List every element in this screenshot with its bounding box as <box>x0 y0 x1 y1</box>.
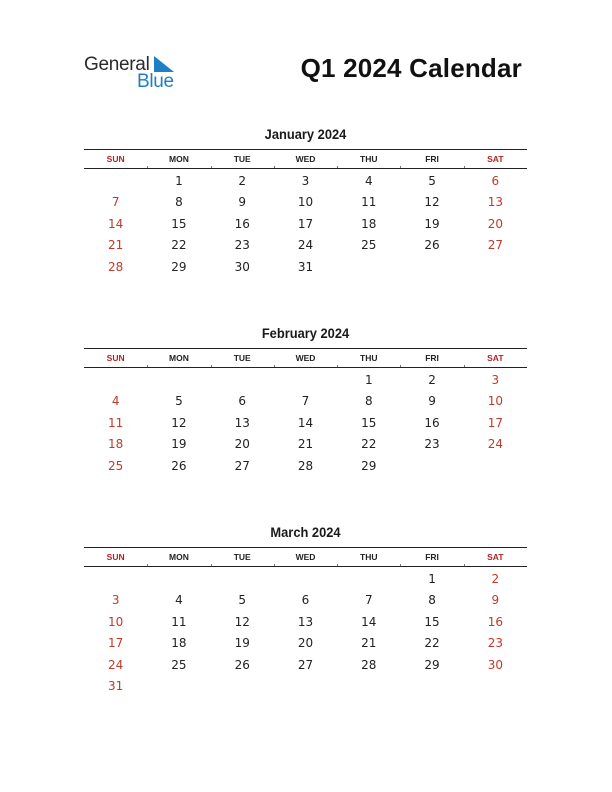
weekday-separator <box>337 365 338 367</box>
weekday-label: SUN <box>106 353 125 363</box>
day-cell: 17 <box>487 415 503 430</box>
day-cell: 31 <box>108 679 124 694</box>
day-cell: 22 <box>424 636 440 651</box>
week-row <box>84 590 527 612</box>
weekday-rule-bottom <box>84 367 527 368</box>
day-cell: 20 <box>234 437 250 452</box>
day-cell: 3 <box>491 372 500 387</box>
day-cell: 27 <box>234 458 250 473</box>
day-grid <box>84 369 527 477</box>
week-row <box>84 611 527 633</box>
weekday-label: THU <box>360 552 378 562</box>
day-cell: 28 <box>361 657 377 672</box>
day-cell: 12 <box>171 415 187 430</box>
month-march <box>84 523 527 697</box>
day-cell: 7 <box>364 593 373 608</box>
day-cell: 3 <box>301 173 310 188</box>
day-cell: 14 <box>108 216 124 231</box>
day-cell: 10 <box>108 614 124 629</box>
day-cell: 14 <box>361 614 377 629</box>
weekday-separator <box>337 564 338 566</box>
weekday-label: SAT <box>487 552 504 562</box>
day-cell: 19 <box>234 636 250 651</box>
weekday-label: FRI <box>425 552 439 562</box>
weekday-label: WED <box>295 353 316 363</box>
week-row <box>84 568 527 590</box>
weekday-separator <box>274 166 275 168</box>
day-cell: 25 <box>108 458 124 473</box>
logo-blue-text: Blue <box>137 71 174 92</box>
day-cell: 30 <box>487 657 503 672</box>
day-cell: 24 <box>297 238 314 253</box>
week-row <box>84 434 527 456</box>
day-cell: 8 <box>175 195 183 210</box>
day-cell: 10 <box>487 394 503 409</box>
day-cell: 16 <box>487 614 503 629</box>
day-cell: 27 <box>297 657 314 672</box>
day-cell: 27 <box>487 238 503 253</box>
day-cell: 23 <box>234 238 250 253</box>
week-row <box>84 654 527 676</box>
day-cell: 17 <box>297 216 314 231</box>
weekday-header-row <box>84 150 527 168</box>
week-row <box>84 192 527 214</box>
day-cell: 7 <box>301 394 310 409</box>
day-cell: 11 <box>108 415 124 430</box>
week-row <box>84 455 527 477</box>
day-cell: 13 <box>234 415 250 430</box>
weekday-separator <box>400 365 401 367</box>
day-cell: 1 <box>428 571 436 586</box>
day-cell: 31 <box>297 259 314 274</box>
day-cell: 15 <box>171 216 187 231</box>
day-cell: 21 <box>361 636 377 651</box>
day-cell: 12 <box>424 195 440 210</box>
month-title: March 2024 <box>270 524 341 540</box>
day-cell: 10 <box>297 195 314 210</box>
day-cell: 18 <box>108 437 124 452</box>
weekday-label: SUN <box>106 154 125 164</box>
day-cell: 14 <box>297 415 314 430</box>
weekday-label: THU <box>360 353 378 363</box>
day-cell: 11 <box>361 195 377 210</box>
week-row <box>84 256 527 278</box>
day-cell: 24 <box>108 657 124 672</box>
weekday-label: MON <box>169 552 189 562</box>
week-row <box>84 391 527 413</box>
weekday-separator <box>147 365 148 367</box>
day-cell: 20 <box>297 636 314 651</box>
weekday-label: FRI <box>425 154 439 164</box>
weekday-label: THU <box>360 154 378 164</box>
week-row <box>84 676 527 698</box>
day-cell: 4 <box>175 593 183 608</box>
weekday-label: TUE <box>233 552 251 562</box>
week-row <box>84 412 527 434</box>
weekday-label: WED <box>295 154 316 164</box>
day-cell: 1 <box>364 372 373 387</box>
logo-general-text: General <box>84 54 150 75</box>
day-grid <box>84 170 527 278</box>
weekday-separator <box>400 564 401 566</box>
day-cell: 26 <box>234 657 250 672</box>
weekday-separator <box>464 365 465 367</box>
day-cell: 15 <box>424 614 440 629</box>
weekday-label: MON <box>169 154 189 164</box>
weekday-separator <box>147 166 148 168</box>
day-cell: 13 <box>297 614 314 629</box>
weekday-separator <box>400 166 401 168</box>
day-cell: 24 <box>487 437 503 452</box>
day-cell: 6 <box>301 593 310 608</box>
page-title: Q1 2024 Calendar <box>300 53 522 83</box>
day-cell: 6 <box>491 173 500 188</box>
day-cell: 13 <box>487 195 503 210</box>
day-cell: 16 <box>234 216 250 231</box>
logo-flag-icon <box>154 56 174 72</box>
weekday-separator <box>464 564 465 566</box>
weekday-separator <box>211 564 212 566</box>
weekday-separator <box>274 365 275 367</box>
day-cell: 29 <box>171 259 187 274</box>
month-january <box>84 125 527 278</box>
weekday-separator <box>464 166 465 168</box>
day-cell: 25 <box>361 238 377 253</box>
day-cell: 4 <box>364 173 373 188</box>
day-cell: 19 <box>171 437 187 452</box>
day-cell: 19 <box>424 216 440 231</box>
day-cell: 5 <box>238 593 247 608</box>
weekday-label: TUE <box>233 154 251 164</box>
weekday-label: SUN <box>106 552 125 562</box>
day-cell: 12 <box>234 614 250 629</box>
day-cell: 5 <box>428 173 436 188</box>
day-cell: 18 <box>361 216 377 231</box>
day-cell: 4 <box>111 394 120 409</box>
day-cell: 26 <box>424 238 440 253</box>
day-cell: 9 <box>428 394 436 409</box>
day-cell: 6 <box>238 394 247 409</box>
day-cell: 29 <box>424 657 440 672</box>
day-cell: 25 <box>171 657 187 672</box>
weekday-label: WED <box>295 552 316 562</box>
month-title: February 2024 <box>261 325 350 341</box>
weekday-label: SAT <box>487 353 504 363</box>
logo <box>84 54 184 94</box>
day-cell: 23 <box>424 437 440 452</box>
day-cell: 21 <box>297 437 314 452</box>
weekday-label: MON <box>169 353 189 363</box>
day-cell: 22 <box>361 437 377 452</box>
weekday-label: FRI <box>425 353 439 363</box>
day-cell: 5 <box>175 394 183 409</box>
day-cell: 17 <box>108 636 124 651</box>
day-cell: 2 <box>491 571 500 586</box>
weekday-label: TUE <box>233 353 251 363</box>
day-cell: 3 <box>111 593 120 608</box>
day-cell: 8 <box>364 394 373 409</box>
weekday-separator <box>337 166 338 168</box>
day-cell: 21 <box>108 238 124 253</box>
month-title: January 2024 <box>264 126 347 142</box>
day-cell: 9 <box>491 593 500 608</box>
day-cell: 9 <box>238 195 247 210</box>
weekday-header-row <box>84 349 527 367</box>
day-cell: 28 <box>108 259 124 274</box>
week-row <box>84 235 527 257</box>
day-cell: 8 <box>428 593 436 608</box>
day-cell: 16 <box>424 415 440 430</box>
day-cell: 30 <box>234 259 250 274</box>
day-cell: 2 <box>428 372 436 387</box>
weekday-separator <box>211 166 212 168</box>
day-cell: 23 <box>487 636 503 651</box>
week-row <box>84 170 527 192</box>
weekday-rule-bottom <box>84 168 527 169</box>
weekday-label: SAT <box>487 154 504 164</box>
day-cell: 11 <box>171 614 187 629</box>
day-cell: 28 <box>297 458 314 473</box>
weekday-separator <box>274 564 275 566</box>
day-cell: 18 <box>171 636 187 651</box>
weekday-separator <box>211 365 212 367</box>
day-cell: 1 <box>175 173 183 188</box>
weekday-separator <box>147 564 148 566</box>
day-cell: 7 <box>111 195 120 210</box>
month-february <box>84 324 527 477</box>
day-cell: 15 <box>361 415 377 430</box>
week-row <box>84 369 527 391</box>
weekday-header-row <box>84 548 527 566</box>
weekday-rule-bottom <box>84 566 527 567</box>
week-row <box>84 633 527 655</box>
day-cell: 29 <box>361 458 377 473</box>
day-cell: 2 <box>238 173 247 188</box>
day-grid <box>84 568 527 697</box>
day-cell: 20 <box>487 216 503 231</box>
day-cell: 26 <box>171 458 187 473</box>
day-cell: 22 <box>171 238 187 253</box>
week-row <box>84 213 527 235</box>
